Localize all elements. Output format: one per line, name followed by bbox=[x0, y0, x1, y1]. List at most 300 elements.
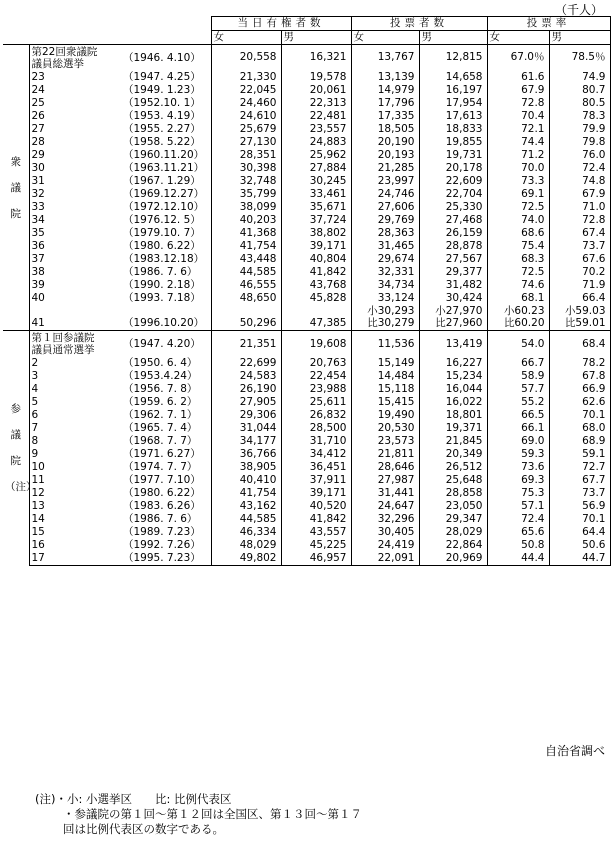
turnout-female: 68.3 bbox=[487, 253, 549, 266]
election-date: （1947. 4.25） bbox=[123, 70, 201, 83]
turnout-male: 64.4 bbox=[549, 526, 610, 539]
eligible-male: 39,171 bbox=[281, 240, 351, 253]
election-date: （1990. 2.18） bbox=[123, 278, 201, 291]
voters-male: 15,234 bbox=[419, 370, 487, 383]
voters-female: 33,124 bbox=[351, 292, 419, 305]
eligible-female: 21,330 bbox=[211, 71, 281, 84]
voters-male-proportional: 比27,960 bbox=[435, 317, 483, 330]
turnout-male: 73.7 bbox=[549, 240, 610, 253]
table-row bbox=[3, 201, 610, 214]
turnout-female: 72.5 bbox=[487, 266, 549, 279]
election-date: （1968. 7. 7） bbox=[123, 434, 198, 447]
eligible-male: 22,313 bbox=[281, 97, 351, 110]
eligible-male: 25,611 bbox=[281, 396, 351, 409]
turnout-male: 68.4 bbox=[549, 331, 610, 357]
eligible-male: 34,412 bbox=[281, 448, 351, 461]
eligible-female: 28,351 bbox=[211, 149, 281, 162]
voters-female: 21,811 bbox=[351, 448, 419, 461]
turnout-female: 68.1 bbox=[487, 292, 549, 305]
voters-female: 21,285 bbox=[351, 162, 419, 175]
turnout-female: 72.4 bbox=[487, 513, 549, 526]
session-label: 35 bbox=[29, 227, 121, 240]
voters-female: 31,465 bbox=[351, 240, 419, 253]
eligible-male: 16,321 bbox=[281, 45, 351, 71]
voters-male: 28,878 bbox=[419, 240, 487, 253]
election-date: （1955. 2.27） bbox=[123, 122, 201, 135]
election-date: （1958. 5.22） bbox=[123, 135, 201, 148]
turnout-male: 59.1 bbox=[549, 448, 610, 461]
session-label: 11 bbox=[29, 474, 121, 487]
session-label: 14 bbox=[29, 513, 121, 526]
turnout-male: 68.0 bbox=[549, 422, 610, 435]
table-row bbox=[3, 149, 610, 162]
eligible-female: 50,296 bbox=[211, 305, 281, 331]
turnout-female: 68.6 bbox=[487, 227, 549, 240]
voters-male: 22,609 bbox=[419, 175, 487, 188]
eligible-male: 33,461 bbox=[281, 188, 351, 201]
session-label: 8 bbox=[29, 435, 121, 448]
election-date: （1996.10.20） bbox=[121, 305, 211, 331]
voters-male: 18,833 bbox=[419, 123, 487, 136]
note-line: 回は比例代表区の数字である。 bbox=[63, 822, 224, 836]
table-row bbox=[3, 513, 610, 526]
table-row bbox=[3, 162, 610, 175]
session-line: 第22回衆議院 bbox=[31, 45, 98, 58]
voters-male-single: 小27,970 bbox=[435, 304, 483, 317]
table-row bbox=[3, 474, 610, 487]
table-row bbox=[3, 409, 610, 422]
session-line: 議員通常選挙 bbox=[31, 344, 95, 357]
turnout-female: 69.3 bbox=[487, 474, 549, 487]
eligible-female: 24,583 bbox=[211, 370, 281, 383]
turnout-male: 80.7 bbox=[549, 84, 610, 97]
session-label: 6 bbox=[29, 409, 121, 422]
eligible-female: 43,448 bbox=[211, 253, 281, 266]
election-date: （1959. 6. 2） bbox=[123, 395, 198, 408]
voters-female: 20,530 bbox=[351, 422, 419, 435]
eligible-female: 49,802 bbox=[211, 552, 281, 566]
session-label: 38 bbox=[29, 266, 121, 279]
session-label: 3 bbox=[29, 370, 121, 383]
session-label: 13 bbox=[29, 500, 121, 513]
turnout-female: 71.2 bbox=[487, 149, 549, 162]
turnout-female: 57.7 bbox=[487, 383, 549, 396]
turnout-male: 78.3 bbox=[549, 110, 610, 123]
eligible-female: 40,203 bbox=[211, 214, 281, 227]
table-row bbox=[3, 487, 610, 500]
turnout-female: 74.4 bbox=[487, 136, 549, 149]
session-label: 15 bbox=[29, 526, 121, 539]
election-date: （1950. 6. 4） bbox=[123, 356, 198, 369]
eligible-female: 21,351 bbox=[211, 331, 281, 357]
voters-female-proportional: 比30,279 bbox=[367, 317, 415, 330]
table-row bbox=[3, 435, 610, 448]
voters-male: 19,855 bbox=[419, 136, 487, 149]
turnout-male bbox=[549, 305, 610, 331]
eligible-male: 26,832 bbox=[281, 409, 351, 422]
table-row bbox=[3, 500, 610, 513]
session-label: 9 bbox=[29, 448, 121, 461]
voters-female: 29,769 bbox=[351, 214, 419, 227]
session-label: 26 bbox=[29, 110, 121, 123]
header-female: 女 bbox=[487, 31, 549, 45]
eligible-male: 47,385 bbox=[281, 305, 351, 331]
voters-female: 24,647 bbox=[351, 500, 419, 513]
election-date: （1974. 7. 7） bbox=[123, 460, 198, 473]
election-date: （1953. 4.19） bbox=[123, 109, 201, 122]
session-label: 39 bbox=[29, 279, 121, 292]
eligible-female: 41,754 bbox=[211, 240, 281, 253]
turnout-female: 72.5 bbox=[487, 201, 549, 214]
election-date: （1992. 7.26） bbox=[123, 538, 201, 551]
voters-male: 13,419 bbox=[419, 331, 487, 357]
table-row bbox=[3, 188, 610, 201]
turnout-male: 76.0 bbox=[549, 149, 610, 162]
eligible-female: 48,650 bbox=[211, 292, 281, 305]
table-row bbox=[3, 71, 610, 84]
voters-male: 25,648 bbox=[419, 474, 487, 487]
eligible-female: 29,306 bbox=[211, 409, 281, 422]
voters-male: 25,330 bbox=[419, 201, 487, 214]
turnout-male: 71.0 bbox=[549, 201, 610, 214]
turnout-female: 55.2 bbox=[487, 396, 549, 409]
turnout-male: 74.9 bbox=[549, 71, 610, 84]
voters-male: 17,954 bbox=[419, 97, 487, 110]
eligible-female: 22,045 bbox=[211, 84, 281, 97]
turnout-female: 65.6 bbox=[487, 526, 549, 539]
eligible-male: 37,724 bbox=[281, 214, 351, 227]
turnout-female: 61.6 bbox=[487, 71, 549, 84]
table-row bbox=[3, 383, 610, 396]
session-label: 28 bbox=[29, 136, 121, 149]
eligible-male: 19,608 bbox=[281, 331, 351, 357]
election-date: （1976.12. 5） bbox=[123, 213, 201, 226]
eligible-female: 36,766 bbox=[211, 448, 281, 461]
voters-female: 22,091 bbox=[351, 552, 419, 566]
notes bbox=[35, 792, 362, 837]
voters-male: 27,567 bbox=[419, 253, 487, 266]
session-label: 5 bbox=[29, 396, 121, 409]
session-label: 40 bbox=[29, 292, 121, 305]
eligible-male: 41,842 bbox=[281, 513, 351, 526]
session-label: 32 bbox=[29, 188, 121, 201]
eligible-male: 23,988 bbox=[281, 383, 351, 396]
voters-male: 14,658 bbox=[419, 71, 487, 84]
eligible-male: 40,520 bbox=[281, 500, 351, 513]
session-label: 27 bbox=[29, 123, 121, 136]
eligible-female: 48,029 bbox=[211, 539, 281, 552]
election-date: （1979.10. 7） bbox=[123, 226, 201, 239]
turnout-male: 72.7 bbox=[549, 461, 610, 474]
voters-female: 23,997 bbox=[351, 175, 419, 188]
voters-female: 24,746 bbox=[351, 188, 419, 201]
voters-male: 29,377 bbox=[419, 266, 487, 279]
turnout-female: 75.4 bbox=[487, 240, 549, 253]
eligible-male: 20,061 bbox=[281, 84, 351, 97]
session-line: 議員総選挙 bbox=[31, 57, 84, 70]
turnout-male-single: 小59.03 bbox=[564, 304, 606, 317]
voters-female: 18,505 bbox=[351, 123, 419, 136]
voters-female-single: 小30,293 bbox=[367, 304, 415, 317]
table-row bbox=[3, 461, 610, 474]
turnout-female: 50.8 bbox=[487, 539, 549, 552]
session-label: 30 bbox=[29, 162, 121, 175]
table-row bbox=[3, 110, 610, 123]
voters-male: 20,178 bbox=[419, 162, 487, 175]
source-note: 自治省調べ bbox=[544, 744, 605, 758]
table-row bbox=[3, 422, 610, 435]
session-line: 第１回参議院 bbox=[31, 332, 95, 345]
turnout-male: 73.7 bbox=[549, 487, 610, 500]
table-row bbox=[3, 539, 610, 552]
eligible-male: 24,883 bbox=[281, 136, 351, 149]
turnout-male: 72.4 bbox=[549, 162, 610, 175]
voters-male: 16,022 bbox=[419, 396, 487, 409]
table-row bbox=[3, 357, 610, 370]
table-row bbox=[3, 292, 610, 305]
header-turnout: 投票率 bbox=[487, 17, 610, 31]
turnout-female bbox=[487, 305, 549, 331]
voters-female: 17,796 bbox=[351, 97, 419, 110]
eligible-female: 35,799 bbox=[211, 188, 281, 201]
eligible-female: 26,190 bbox=[211, 383, 281, 396]
session-label: 37 bbox=[29, 253, 121, 266]
header-female: 女 bbox=[211, 31, 281, 45]
election-date: （1947. 4.20） bbox=[121, 331, 211, 357]
turnout-female-proportional: 比60.20 bbox=[503, 317, 545, 330]
eligible-male: 19,578 bbox=[281, 71, 351, 84]
voters-male: 20,969 bbox=[419, 552, 487, 566]
election-date: （1952.10. 1） bbox=[123, 96, 201, 109]
eligible-female: 38,099 bbox=[211, 201, 281, 214]
eligible-female: 44,585 bbox=[211, 266, 281, 279]
eligible-female: 34,177 bbox=[211, 435, 281, 448]
election-date: （1946. 4.10） bbox=[121, 45, 211, 71]
eligible-male: 31,710 bbox=[281, 435, 351, 448]
voters-female: 17,335 bbox=[351, 110, 419, 123]
turnout-male-proportional: 比59.01 bbox=[564, 317, 606, 330]
turnout-male: 66.9 bbox=[549, 383, 610, 396]
turnout-male: 78.2 bbox=[549, 357, 610, 370]
turnout-female: 70.0 bbox=[487, 162, 549, 175]
eligible-female: 31,044 bbox=[211, 422, 281, 435]
voters-female: 14,484 bbox=[351, 370, 419, 383]
turnout-female: 69.0 bbox=[487, 435, 549, 448]
session-label: 2 bbox=[29, 357, 121, 370]
house-char: 衆 bbox=[10, 155, 21, 168]
table-row bbox=[3, 240, 610, 253]
table-row bbox=[3, 84, 610, 97]
voters-male: 17,613 bbox=[419, 110, 487, 123]
voters-male: 27,468 bbox=[419, 214, 487, 227]
voters-female: 29,674 bbox=[351, 253, 419, 266]
election-date: （1967. 1.29） bbox=[123, 174, 201, 187]
voters-female: 30,405 bbox=[351, 526, 419, 539]
table-row bbox=[3, 331, 610, 357]
voters-female: 11,536 bbox=[351, 331, 419, 357]
session-label: 25 bbox=[29, 97, 121, 110]
eligible-male: 46,957 bbox=[281, 552, 351, 566]
turnout-female: 57.1 bbox=[487, 500, 549, 513]
turnout-male: 70.1 bbox=[549, 513, 610, 526]
voters-male: 12,815 bbox=[419, 45, 487, 71]
election-date: （1989. 7.23） bbox=[123, 525, 201, 538]
session-label: 4 bbox=[29, 383, 121, 396]
election-date: （1972.12.10） bbox=[123, 200, 205, 213]
house-label bbox=[3, 331, 37, 566]
session-label: 36 bbox=[29, 240, 121, 253]
turnout-female: 66.7 bbox=[487, 357, 549, 370]
eligible-male: 22,454 bbox=[281, 370, 351, 383]
turnout-female: 73.6 bbox=[487, 461, 549, 474]
turnout-male: 44.7 bbox=[549, 552, 610, 566]
table-row bbox=[3, 253, 610, 266]
session-label: 34 bbox=[29, 214, 121, 227]
turnout-male: 78.5％ bbox=[549, 45, 610, 71]
voters-male: 29,347 bbox=[419, 513, 487, 526]
turnout-male: 62.6 bbox=[549, 396, 610, 409]
eligible-male: 39,171 bbox=[281, 487, 351, 500]
session-label: 10 bbox=[29, 461, 121, 474]
header-female: 女 bbox=[351, 31, 419, 45]
eligible-female: 24,460 bbox=[211, 97, 281, 110]
voters-male: 19,371 bbox=[419, 422, 487, 435]
table-row bbox=[3, 552, 610, 566]
turnout-male: 68.9 bbox=[549, 435, 610, 448]
eligible-male: 25,962 bbox=[281, 149, 351, 162]
eligible-male: 37,911 bbox=[281, 474, 351, 487]
table-row bbox=[3, 396, 610, 409]
voters-male: 28,029 bbox=[419, 526, 487, 539]
turnout-female: 72.1 bbox=[487, 123, 549, 136]
house-label bbox=[3, 45, 29, 331]
turnout-male: 67.9 bbox=[549, 188, 610, 201]
voters-female: 13,767 bbox=[351, 45, 419, 71]
voters-female: 23,573 bbox=[351, 435, 419, 448]
eligible-female: 38,905 bbox=[211, 461, 281, 474]
voters-male: 26,512 bbox=[419, 461, 487, 474]
turnout-male: 67.4 bbox=[549, 227, 610, 240]
turnout-male: 74.8 bbox=[549, 175, 610, 188]
table-row bbox=[3, 45, 610, 71]
voters-female: 13,139 bbox=[351, 71, 419, 84]
voters-female: 19,490 bbox=[351, 409, 419, 422]
eligible-male: 23,557 bbox=[281, 123, 351, 136]
eligible-female: 32,748 bbox=[211, 175, 281, 188]
voters-male: 28,858 bbox=[419, 487, 487, 500]
table-row bbox=[3, 266, 610, 279]
eligible-female: 20,558 bbox=[211, 45, 281, 71]
eligible-female: 46,334 bbox=[211, 526, 281, 539]
eligible-female: 27,905 bbox=[211, 396, 281, 409]
session-label: 23 bbox=[29, 71, 121, 84]
eligible-female: 40,410 bbox=[211, 474, 281, 487]
turnout-female: 70.4 bbox=[487, 110, 549, 123]
eligible-female: 46,555 bbox=[211, 279, 281, 292]
turnout-male: 71.9 bbox=[549, 279, 610, 292]
voters-female: 20,190 bbox=[351, 136, 419, 149]
eligible-female: 44,585 bbox=[211, 513, 281, 526]
turnout-female: 67.9 bbox=[487, 84, 549, 97]
voters-male: 31,482 bbox=[419, 279, 487, 292]
election-date: （1986. 7. 6） bbox=[123, 265, 198, 278]
table-row bbox=[3, 279, 610, 292]
turnout-male: 67.8 bbox=[549, 370, 610, 383]
voters-male: 16,227 bbox=[419, 357, 487, 370]
house-char: 議 bbox=[10, 181, 21, 194]
election-date: （1960.11.20） bbox=[123, 148, 205, 161]
turnout-female: 74.0 bbox=[487, 214, 549, 227]
voters-male: 16,044 bbox=[419, 383, 487, 396]
voters-male: 20,349 bbox=[419, 448, 487, 461]
turnout-male: 66.4 bbox=[549, 292, 610, 305]
voters-female: 15,149 bbox=[351, 357, 419, 370]
voters-female: 32,331 bbox=[351, 266, 419, 279]
header-eligible: 当日有権者数 bbox=[211, 17, 351, 31]
turnout-male: 70.1 bbox=[549, 409, 610, 422]
eligible-male: 27,884 bbox=[281, 162, 351, 175]
election-date: （1983.12.18） bbox=[123, 252, 205, 265]
turnout-female: 69.1 bbox=[487, 188, 549, 201]
turnout-male: 79.9 bbox=[549, 123, 610, 136]
voters-female bbox=[351, 305, 419, 331]
note-line: (注)・小: 小選挙区 比: 比例代表区 bbox=[35, 792, 232, 806]
table-row bbox=[3, 136, 610, 149]
election-date: （1965. 7. 4） bbox=[123, 421, 198, 434]
voters-female: 27,987 bbox=[351, 474, 419, 487]
eligible-female: 41,754 bbox=[211, 487, 281, 500]
voters-female: 15,118 bbox=[351, 383, 419, 396]
voters-male: 23,050 bbox=[419, 500, 487, 513]
session-label bbox=[29, 45, 121, 71]
session-label: 7 bbox=[29, 422, 121, 435]
eligible-female: 27,130 bbox=[211, 136, 281, 149]
eligible-male: 45,225 bbox=[281, 539, 351, 552]
election-date: （1963.11.21） bbox=[123, 161, 205, 174]
eligible-male: 43,768 bbox=[281, 279, 351, 292]
table-row bbox=[3, 214, 610, 227]
voters-male: 18,801 bbox=[419, 409, 487, 422]
voters-male: 22,864 bbox=[419, 539, 487, 552]
election-date: （1971. 6.27） bbox=[123, 447, 201, 460]
house-char: 議 bbox=[10, 429, 21, 442]
voters-female: 28,363 bbox=[351, 227, 419, 240]
eligible-female: 24,610 bbox=[211, 110, 281, 123]
eligible-female: 30,398 bbox=[211, 162, 281, 175]
voters-male bbox=[419, 305, 487, 331]
election-date: （1980. 6.22） bbox=[123, 239, 201, 252]
turnout-male: 79.8 bbox=[549, 136, 610, 149]
eligible-female: 22,699 bbox=[211, 357, 281, 370]
eligible-male: 22,481 bbox=[281, 110, 351, 123]
session-label: 17 bbox=[29, 552, 121, 566]
voters-male: 16,197 bbox=[419, 84, 487, 97]
eligible-male: 41,842 bbox=[281, 266, 351, 279]
voters-male: 21,845 bbox=[419, 435, 487, 448]
table-row bbox=[3, 305, 610, 331]
header-male: 男 bbox=[419, 31, 487, 45]
header-voters: 投票者数 bbox=[351, 17, 487, 31]
table-row bbox=[3, 526, 610, 539]
voters-female: 31,441 bbox=[351, 487, 419, 500]
eligible-male: 38,802 bbox=[281, 227, 351, 240]
election-date: （1953.4.24） bbox=[123, 369, 198, 382]
eligible-male: 45,828 bbox=[281, 292, 351, 305]
turnout-male: 80.5 bbox=[549, 97, 610, 110]
voters-female: 27,606 bbox=[351, 201, 419, 214]
table-row bbox=[3, 448, 610, 461]
turnout-female: 72.8 bbox=[487, 97, 549, 110]
